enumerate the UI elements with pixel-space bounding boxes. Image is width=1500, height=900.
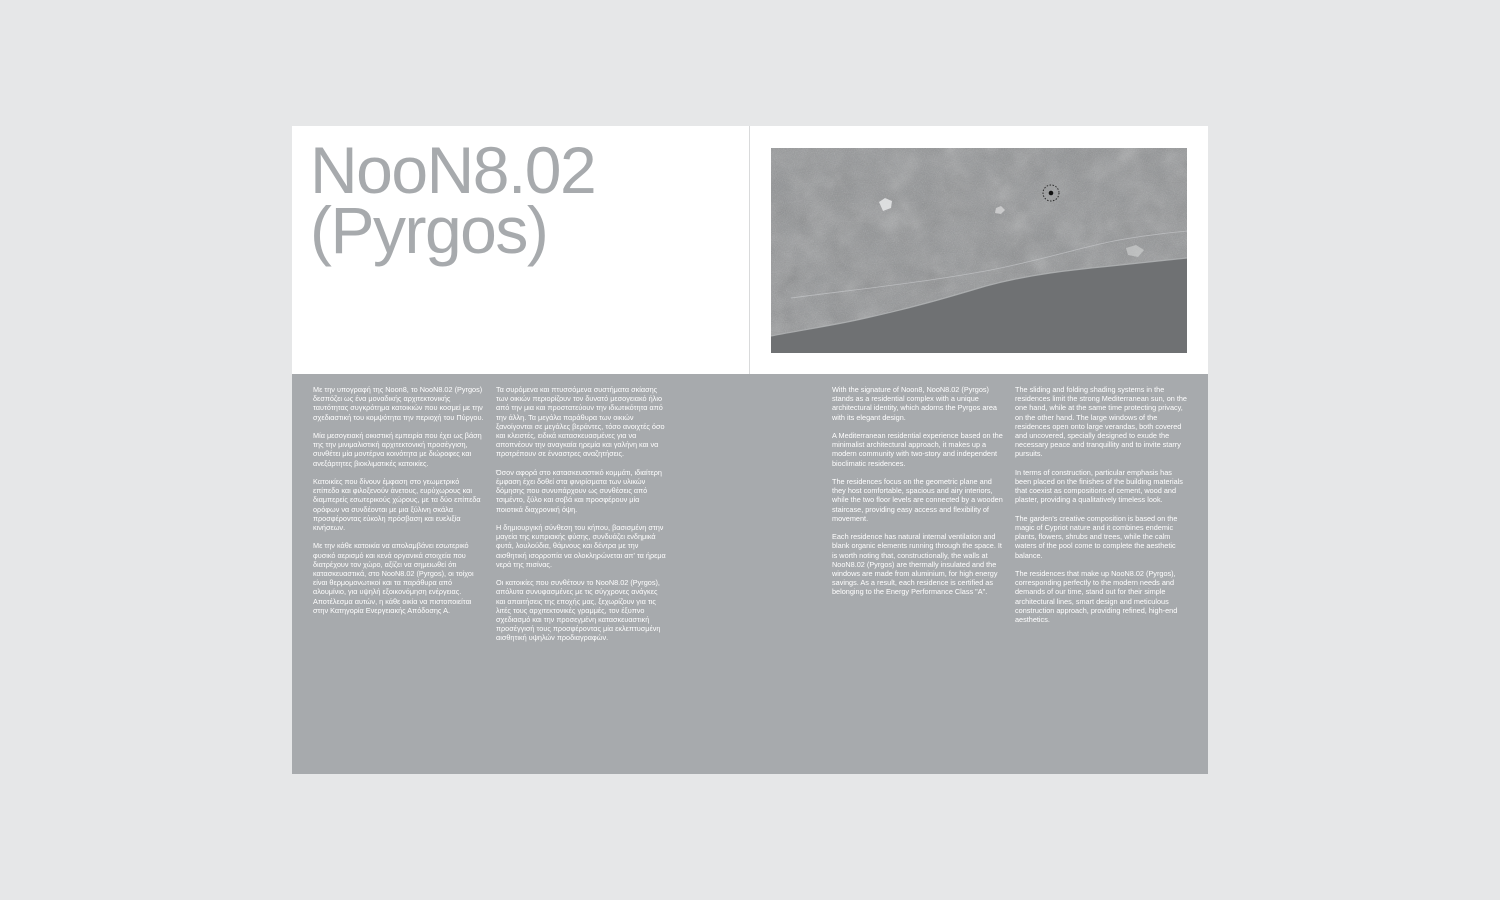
greek-text-column-2 [496,385,668,652]
paragraph: The residences that make up NooN8.02 (Pyrgos), corresponding perfectly to the modern needs and demands of our time, stand out for their simple architectural lines, smart design and meticulous construction approach, providing refined, high-end aesthetics. [1015,569,1178,625]
paragraph: Each residence has natural internal ventilation and blank organic elements running through the space. It is worth noting that, constructionally, the walls at NooN8.02 (Pyrgos) are thermally insulated and the windows are made from aluminium, for high energy savings. As a result, each residence is certified as belonging to the Energy Performance Class "A". [832,532,1002,597]
paragraph: In terms of construction, particular emphasis has been placed on the finishes of the building materials that coexist as compositions of cement, wood and plaster, providing a qualitatively timeless look. [1015,467,1183,505]
english-text-column-1 [832,385,1004,606]
title-line-1: NooN8.02 [310,133,596,207]
page-title [310,133,596,267]
left-page [292,126,750,774]
paragraph: Οι κατοικίες που συνθέτουν το NooN8.02 (Pyrgos), απόλυτα συνυφασμένες με τις σύγχρονες ανάγκες και απαιτήσεις της εποχής μας, ξεχωρίζουν για τις λιτές τους αρχιτεκτονικές γραμμές, τον έξυπνο σχεδιασμό και την προσεγμένη κατασκευαστική προσέγγισή τους προσφέροντας μία εκλεπτυσμένη αισθητική υψηλών προδιαγραφών. [496,578,661,643]
location-marker-dot [1049,191,1054,196]
paragraph: Με την κάθε κατοικία να απολαμβάνει εσωτερικό φυσικό αερισμό και κενά οργανικά στοιχεία που διατρέχουν τον χώρο, αξίζει να σημειωθεί ότι κατασκευαστικά, στο NooN8.02 (Pyrgos), οι τοίχοι είναι θερμομονωτικοί και τα παράθυρα από αλουμίνιο, για υψηλή εξοικονόμηση ενέργειας. Αποτέλεσμα αυτών, η κάθε οικία να πιστοποιείται στην Κατηγορία Ενεργειακής Απόδοσης Α. [313,541,474,615]
paragraph: The sliding and folding shading systems in the residences limit the strong Mediterranean sun, on the one hand, while at the same time protecting privacy, on the other hand. The large windows of the residences open onto large verandas, both covered and uncovered, specially designed to exude the necessary peace and tranquillity and to invite starry pursuits. [1015,385,1187,459]
paragraph: Η δημιουργική σύνθεση του κήπου, βασισμένη στην μαγεία της κυπριακής φύσης, συνδυάζει ενδημικά φυτά, λουλούδια, θάμνους και δέντρα με την αισθητική ισορροπία να ολοκληρώνεται απ' τα ήρεμα νερά της πισίνας. [496,523,666,569]
paragraph: Τα συρόμενα και πτυσσόμενα συστήματα σκίασης των οικιών περιορίζουν τον δυνατό μεσογειακό ήλιο από την μια και προστατεύουν την ιδιωτικότητα από την άλλη. Τα μεγάλα παράθυρα των οικιών ξανοίγονται σε μεγάλες βεράντες, τόσο ανοιχτές όσο και κλειστές, ειδικά κατασκευασμένες για να αποπνέουν την αναγκαία ηρεμία και γαλήνη και να προτρέπουν σε ένναστρες αναζητήσεις. [496,385,665,459]
paragraph: Κατοικίες που δίνουν έμφαση στο γεωμετρικό επίπεδο και φιλοξενούν άνετους, ευρύχωρους και διαμπερείς εσωτερικούς χώρους, με τα δύο επίπεδα ορόφων να συνδέονται με μια ξύλινη σκάλα προσφέροντας εύκολη πρόσβαση και ευελιξία κινήσεων. [313,477,481,533]
left-text-band [292,374,750,774]
paragraph: The garden's creative composition is based on the magic of Cypriot nature and it combines endemic plants, flowers, shrubs and trees, while the calm waters of the pool come to complete the aesthetic balance. [1015,513,1178,560]
map-svg [771,148,1187,353]
right-text-band [750,374,1208,774]
paragraph: With the signature of Noon8, NooN8.02 (Pyrgos) stands as a residential complex with a unique architectural identity, which adorns the Pyrgos area with its elegant design. [832,385,997,422]
english-text-column-2 [1015,385,1187,633]
satellite-map-image [771,148,1187,353]
paragraph: A Mediterranean residential experience based on the minimalist architectural approach, it makes up a modern community with two-story and independent bioclimatic residences. [832,431,1003,468]
paragraph: Όσον αφορά στο κατασκευαστικό κομμάτι, ιδιαίτερη έμφαση έχει δοθεί στα φινιρίσματα των υλικών δόμησης που συνυπάρχουν ως συνθέσεις από τσιμέντο, ξύλο και σοβά και προσφέρουν μία ποιοτικά διαχρονική όψη. [496,467,662,514]
paragraph: Με την υπογραφή της Noon8, το NooN8.02 (Pyrgos) δεσπόζει ως ένα μοναδικής αρχιτεκτονικής ταυτότητας συγκρότημα κατοικιών που κοσμεί με την σχεδιαστική του κομψότητα την περιοχή του Πύργου. [313,385,484,422]
paragraph: Μία μεσογειακή οικιστική εμπειρία που έχει ως βάση της την μινιμαλιστική αρχιτεκτονική προσέγγιση, συνθέτει μία μοντέρνα κοινότητα με διώροφες και ανεξάρτητες βιοκλιματικές κατοικίες. [313,431,482,468]
right-page [750,126,1208,774]
brochure-spread [292,126,1208,774]
title-line-2: (Pyrgos) [310,193,548,267]
greek-text-column-1 [313,385,485,624]
paragraph: The residences focus on the geometric plane and they host comfortable, spacious and airy interiors, while the two floor levels are connected by a wooden staircase, providing easy access and flexibility of movement. [832,477,1003,523]
